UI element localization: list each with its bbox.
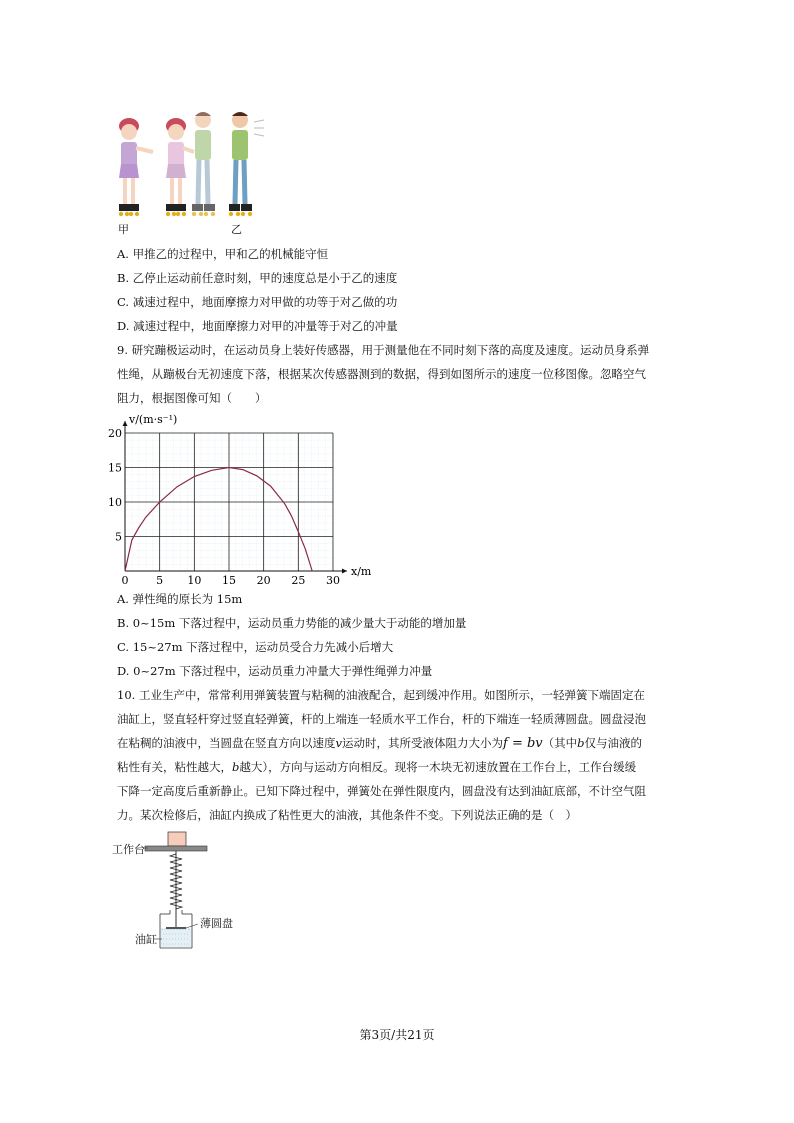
skaters-illustration	[108, 106, 268, 236]
x-axis-arrow	[342, 569, 347, 574]
x-tick-label: 5	[156, 574, 164, 587]
q10-stem-line6: 力。某次检修后，油缸内换成了粘性更大的油液，其他条件不变。下列说法正确的是（ ）	[117, 808, 577, 822]
q8-option-b: B. 乙停止运动前任意时刻，甲的速度总是小于乙的速度	[117, 271, 398, 285]
q9-option-b: B. 0~15m 下落过程中，运动员重力势能的减少量大于动能的增加量	[117, 616, 467, 630]
x-tick-label: 15	[222, 574, 236, 587]
label-jia: 甲	[118, 223, 129, 236]
y-tick-label: 10	[108, 496, 122, 509]
x-tick-label: 20	[256, 574, 271, 587]
y-tick-label: 5	[115, 530, 122, 544]
q9-stem-line1: 9. 研究蹦极运动时，在运动员身上装好传感器，用于测量他在不同时刻下落的高度及速度。运动员身系弹	[117, 343, 650, 357]
x-tick-label: 0	[121, 574, 129, 587]
x-tick-label: 10	[187, 574, 202, 587]
wooden-block	[168, 832, 186, 846]
q10-stem-line4: 粘性有关，粘性越大，b越大），方向与运动方向相反。现将一木块无初速放置在工作台上，工作台缓缓	[117, 760, 637, 774]
x-tick-label: 30	[326, 574, 340, 587]
label-yi: 乙	[231, 223, 242, 236]
label-oil-tank: 油缸	[135, 933, 157, 946]
y-axis-label: v/(m·s⁻¹)	[129, 413, 178, 426]
thin-disk	[166, 927, 186, 929]
q10-stem-line1: 10. 工业生产中，常常利用弹簧装置与粘稠的油液配合，起到缓冲作用。如图所示，一轻弹簧下端固定在	[117, 688, 645, 702]
worktable-plate	[145, 846, 207, 851]
label-worktable: 工作台	[112, 843, 145, 856]
q10-stem-line2: 油缸上，竖直轻杆穿过竖直轻弹簧，杆的上端连一轻质水平工作台，杆的下端连一轻质薄圆盘。圆盘浸泡	[117, 712, 646, 726]
q8-option-c: C. 减速过程中，地面摩擦力对甲做的功等于对乙做的功	[117, 295, 398, 309]
q9-stem-line3: 阻力，根据图像可知（ ）	[117, 391, 267, 405]
x-tick-label: 25	[291, 574, 306, 587]
velocity-position-chart	[105, 408, 385, 588]
label-thin-disk: 薄圆盘	[200, 917, 233, 930]
y-tick-label: 15	[108, 461, 122, 475]
drag-formula: f = bv	[503, 736, 543, 751]
q9-option-a: A. 弹性绳的原长为 15m	[117, 592, 243, 606]
q10-stem-line5: 下降一定高度后重新静止。已知下降过程中，弹簧处在弹性限度内，圆盘没有达到油缸底部，不计空气阻	[117, 784, 646, 798]
roller-skaters-figure	[108, 106, 268, 236]
velocity-symbol: v	[335, 736, 342, 750]
chart-svg	[105, 408, 385, 588]
q9-stem-line2: 性绳，从蹦极台无初速度下落，根据某次传感器测到的数据，得到如图所示的速度一位移图像。忽略空气	[117, 367, 646, 381]
y-tick-label: 20	[108, 427, 122, 440]
q8-option-d: D. 减速过程中，地面摩擦力对甲的冲量等于对乙的冲量	[117, 319, 398, 333]
q9-option-c: C. 15~27m 下落过程中，运动员受合力先减小后增大	[117, 640, 394, 654]
page-footer: 第3页/共21页	[359, 1028, 435, 1042]
q8-option-a: A. 甲推乙的过程中，甲和乙的机械能守恒	[117, 247, 329, 261]
x-axis-label: x/m	[351, 565, 372, 578]
q9-option-d: D. 0~27m 下落过程中，运动员重力冲量大于弹性绳弹力冲量	[117, 664, 433, 678]
q10-stem-line3: 在粘稠的油液中，当圆盘在竖直方向以速度v运动时，其所受液体阻力大小为f = bv（其中b仅与油液的	[117, 736, 643, 751]
y-axis-arrow	[123, 421, 128, 426]
